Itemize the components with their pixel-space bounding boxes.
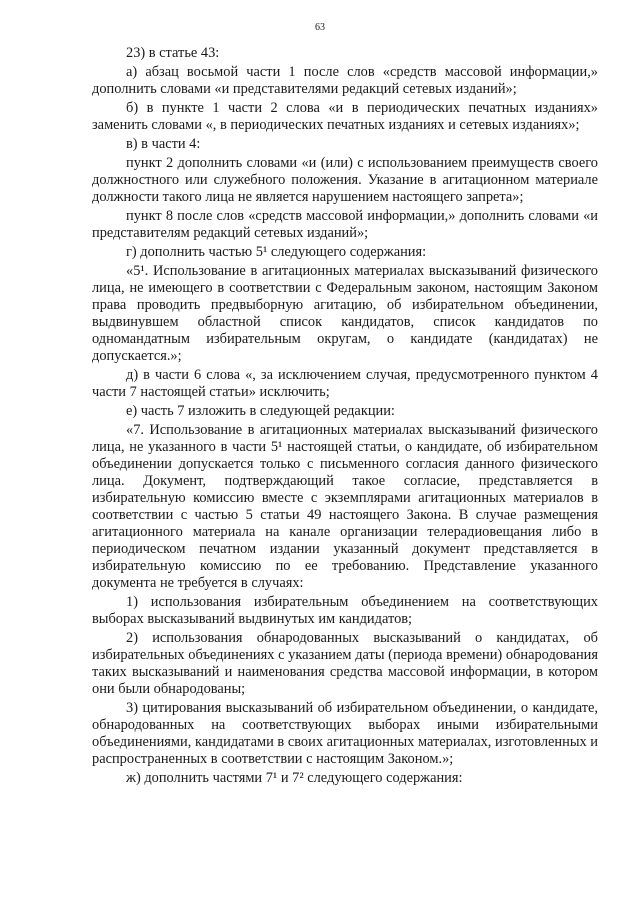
paragraph-item-23: 23) в статье 43: — [126, 45, 220, 61]
paragraph-subitem-b: б) в пункте 1 части 2 слова «и в периодических печатных изданиях» заменить словами «, в периодических печатных изданиях и сетевых изданиях»; — [92, 100, 598, 133]
paragraph-subitem-g: г) дополнить частью 5¹ следующего содержания: — [126, 244, 427, 260]
paragraph-subitem-zh: ж) дополнить частями 7¹ и 7² следующего содержания: — [126, 770, 463, 786]
paragraph-case-1: 1) использования избирательным объединением на соответствующих выборах высказываний выдвинутых им кандидатов; — [92, 594, 598, 627]
paragraph-case-3: 3) цитирования высказываний об избирательном объединении, о кандидате, обнародованных на соответствующих выборах иными избирательными объединениями, кандидатами в своих агитационных материалах, изготовленных и распространенных в соответствии с настоящим Законом.»; — [92, 700, 598, 767]
paragraph-subitem-d: д) в части 6 слова «, за исключением случая, предусмотренного пунктом 4 части 7 настоящей статьи» исключить; — [92, 367, 598, 400]
paragraph-part-7: «7. Использование в агитационных материалах высказываний физического лица, не указанного в части 5¹ настоящей статьи, о кандидате, об избирательном объединении допускается только с письменного согласия данного физического лица. Документ, подтверждающий такое согласие, представляется в избирательную комиссию вместе с экземплярами агитационных материалов в соответствии с частью 5 статьи 49 настоящего Закона. В случае размещения агитационного материала на канале организации телерадиовещания либо в периодическом печатном издании указанный документ представляется в избирательную комиссию по ее требованию. Представление указанного документа не требуется в случаях: — [92, 422, 598, 591]
paragraph-subitem-v: в) в части 4: — [126, 136, 201, 152]
paragraph-subitem-a: а) абзац восьмой части 1 после слов «средств массовой информации,» дополнить словами «и представителями редакций сетевых изданий»; — [92, 64, 598, 97]
paragraph-part-5-1: «5¹. Использование в агитационных материалах высказываний физического лица, не имеющего в соответствии с Федеральным законом, настоящим Законом права проводить предвыборную агитацию, об избирательном объединении, выдвинувшем областной список кандидатов, список кандидатов по одномандатным избирательным округам, о кандидате (кандидатах) не допускается.»; — [92, 263, 598, 364]
paragraph-subitem-e: е) часть 7 изложить в следующей редакции: — [126, 403, 395, 419]
document-body — [92, 44, 598, 789]
paragraph-point-2: пункт 2 дополнить словами «и (или) с использованием преимуществ своего должностного или служебного положения. Указание в агитационном материале должности такого лица не является нарушением настоящего запрета»; — [92, 155, 598, 205]
paragraph-point-8: пункт 8 после слов «средств массовой информации,» дополнить словами «и представителям редакций сетевых изданий»; — [92, 208, 598, 241]
page-number: 63 — [315, 22, 325, 33]
paragraph-case-2: 2) использования обнародованных высказываний о кандидатах, об избирательных объединениях с указанием даты (периода времени) обнародования таких высказываний и наименования средства массовой информации, в котором они были обнародованы; — [92, 630, 598, 697]
